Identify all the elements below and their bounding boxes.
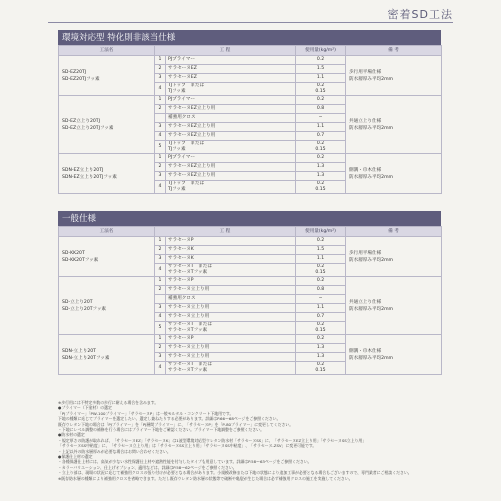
page-title: 密着SD工法 [387, 8, 453, 21]
step-material: サラセーヌP [166, 237, 296, 246]
step-number: 1 [155, 154, 166, 163]
step-number: 3 [155, 123, 166, 132]
usage-value: 0.2 [296, 277, 346, 286]
remarks: 共通立上り仕様 防水層厚み平均2mm [346, 277, 442, 335]
product-name: SD-立上り20T SD-立上り20Tフッ素 [59, 277, 155, 335]
step-number: 2 [155, 105, 166, 114]
product-name: SD-EZ立上り20TJ SD-EZ立上り20TJフッ素 [59, 96, 155, 154]
step-material: 補強用クロス [166, 295, 296, 304]
step-material: サラセーヌ立上り用 [166, 353, 296, 362]
table-row [59, 277, 442, 286]
step-number: 2 [155, 344, 166, 353]
table-header-row [59, 227, 442, 237]
spec-table-general [58, 226, 442, 375]
remarks: 共通立上り仕様 防水層厚み平均2mm [346, 96, 442, 154]
col-process: 工 程 [155, 227, 296, 237]
section-band-eco: 環境対応型 特化則非該当仕様 [58, 30, 441, 45]
note-line: ・下地にレベル調整の補修を行う場合にはプライマー下地をご確認ください。プライマー下地調整をご参照ください。 [58, 427, 264, 433]
step-material: サラセーヌK [166, 246, 296, 255]
title-rule [48, 22, 453, 23]
usage-value: 1.5 [296, 65, 346, 74]
col-usage: 使用量(kg/m²) [296, 227, 346, 237]
usage-value: 0.2 [296, 56, 346, 65]
usage-value: 0.2 [296, 96, 346, 105]
usage-value: 0.7 [296, 313, 346, 322]
step-number: 4 [155, 362, 166, 375]
usage-value: 1.1 [296, 304, 346, 313]
usage-value: 1.3 [296, 172, 346, 181]
step-number: 4 [155, 181, 166, 194]
note-line: ・上記以外の防水層厚みが必要な場合はお問い合わせください。 [58, 448, 171, 454]
step-number: 4 [155, 264, 166, 277]
step-number: 3 [155, 353, 166, 362]
usage-value: 1.1 [296, 123, 346, 132]
usage-value: 1.3 [296, 163, 346, 172]
product-name: SDN-立上り20T SDN-立上り20Tフッ素 [59, 335, 155, 375]
note-line: ・規定厚さの防護が取れれば、「サラセーヌEZ」「サラセーヌK」は1液型環境対応型ウレタン防水材「サラセーヌSS」に、「サラセーヌEZ立上り用」「サラセーヌSS立上り用」 [58, 437, 367, 443]
step-number: 1 [155, 96, 166, 105]
step-number: 3 [155, 255, 166, 264]
step-material: サラセーヌEZ [166, 74, 296, 83]
usage-value: 0.2 0.15 [296, 362, 346, 375]
note-line: ※既存防水層の種類により補強用クロスを省略できます。ただし既存ウレタン防水層の状態等で破断や亀裂が生じた場合は必ず補強用クロスの施工を実施してください。 [58, 475, 353, 481]
note-line: ※歩行用には不特定多数の歩行に耐える場合を含みます。 [58, 400, 159, 405]
step-number: 4 [155, 132, 166, 141]
usage-value: 1.1 [296, 255, 346, 264]
step-material: TJトップ または TJフッ素 [166, 181, 296, 194]
product-name: SD-KK20T SD-KK20Tフッ素 [59, 237, 155, 277]
col-remarks: 備 考 [346, 227, 442, 237]
col-product: 工法名 [59, 46, 155, 56]
usage-value: 0.2 0.15 [296, 181, 346, 194]
note-line: ●防水材の選定 [58, 432, 85, 438]
section-band-general: 一般仕様 [58, 211, 441, 226]
step-material: TJトップ または TJフッ素 [166, 83, 296, 96]
spec-table-eco [58, 45, 442, 194]
step-number: 1 [155, 335, 166, 344]
step-material: TJトップ または TJフッ素 [166, 141, 296, 154]
note-line: ●保護仕上材の選定 [58, 454, 93, 460]
step-material: サラセーヌP [166, 335, 296, 344]
step-material: サラセーヌK [166, 255, 296, 264]
note-line: ●プライマー（下塗材）の選定 [58, 405, 112, 411]
table-row [59, 154, 442, 163]
note-line: 下地の種類に応じてプライマーを選定したい、選定し兼ねたりする必要があります。詳細はP.66〜68ページをご参照ください。 [58, 416, 281, 422]
col-product: 工法名 [59, 227, 155, 237]
step-number: 1 [155, 277, 166, 286]
note-line: 「サラセーヌSS中粘度」に、「サラセーヌ立上り用」は「サラセーヌSS立上り用」「サラセーヌSS中粘度」、「サラセーヌ-ZSV」に変更可能です。 [58, 443, 317, 449]
usage-value: − [296, 114, 346, 123]
step-material: サラセーヌEZ立上り用 [166, 123, 296, 132]
note-line: 「PJプライマー」「PW-100プライマー」「サラセーヌP」は一般モルタル・コンクリート下地用です。 [58, 410, 234, 416]
usage-value: 0.2 0.15 [296, 141, 346, 154]
usage-value: 0.8 [296, 105, 346, 114]
remarks: 歩行用平場仕様 防水層厚み平均2mm [346, 237, 442, 277]
product-name: SDN-EZ立上り20TJ SDN-EZ立上り20TJフッ素 [59, 154, 155, 194]
step-number: 2 [155, 286, 166, 295]
usage-value: 1.3 [296, 353, 346, 362]
step-material: PJプライマー [166, 56, 296, 65]
remarks: 歩行用平場仕様 防水層厚み平均2mm [346, 56, 442, 96]
step-material: サラセーヌEZ立上り用 [166, 132, 296, 141]
step-material: サラセーヌ立上り用 [166, 304, 296, 313]
step-number: 3 [155, 74, 166, 83]
usage-value: 0.2 0.15 [296, 83, 346, 96]
step-number: 2 [155, 246, 166, 255]
step-number: 1 [155, 237, 166, 246]
step-number: 1 [155, 56, 166, 65]
step-material: サラセーヌ立上り用 [166, 344, 296, 353]
step-material: サラセーヌP [166, 277, 296, 286]
usage-value: 0.2 0.15 [296, 264, 346, 277]
table-row [59, 56, 442, 65]
usage-value: 0.2 0.15 [296, 322, 346, 335]
col-remarks: 備 考 [346, 46, 442, 56]
step-material: サラセーヌT または サラセーヌTフッ素 [166, 322, 296, 335]
usage-value: 1.1 [296, 74, 346, 83]
table-row [59, 96, 442, 105]
step-number [155, 114, 166, 123]
usage-value: 1.5 [296, 246, 346, 255]
remarks: 側溝・巾木仕様 防水層厚み平均2mm [346, 154, 442, 194]
step-material: PJプライマー [166, 96, 296, 105]
step-number: 2 [155, 163, 166, 172]
note-line: 既存ウレタン下地の場合は「PJプライマー」を「PJ層間プライマー」に、「サラセーヌP」を「P-80プライマー」に変更してください。 [58, 421, 294, 427]
step-material: サラセーヌT または サラセーヌTフッ素 [166, 264, 296, 277]
step-number: 4 [155, 83, 166, 96]
step-material: サラセーヌEZ立上り用 [166, 172, 296, 181]
usage-value: 0.2 [296, 335, 346, 344]
step-number [155, 295, 166, 304]
step-material: サラセーヌEZ [166, 65, 296, 74]
step-material: サラセーヌEZ立上り用 [166, 163, 296, 172]
col-process: 工 程 [155, 46, 296, 56]
col-usage: 使用量(kg/m²) [296, 46, 346, 56]
product-name: SD-EZ20TJ SD-EZ20TJフッ素 [59, 56, 155, 96]
step-number: 5 [155, 322, 166, 335]
step-number: 2 [155, 65, 166, 74]
footnotes [58, 400, 441, 481]
usage-value: 0.7 [296, 132, 346, 141]
note-line: ・カラーバリエーション、仕上げオプション、適用などは、詳細はP.58〜62ページをご参照ください。 [58, 464, 237, 470]
step-material: サラセーヌ立上り用 [166, 286, 296, 295]
table-row [59, 335, 442, 344]
usage-value: 0.2 [296, 237, 346, 246]
note-line: ・立上り部は、現場の状況に応じて補強用クロスの張り付けが必要となる場合があります。小規模改修または下地の状態により追加工事が必要となる場合もございますので、専門業者にご相談ください。 [58, 470, 412, 476]
step-number: 3 [155, 172, 166, 181]
usage-value: − [296, 295, 346, 304]
step-material: サラセーヌ立上り用 [166, 313, 296, 322]
table-row [59, 237, 442, 246]
remarks: 側溝・巾木仕様 防水層厚み平均2mm [346, 335, 442, 375]
step-number: 4 [155, 313, 166, 322]
step-material: 補強用クロス [166, 114, 296, 123]
step-number: 3 [155, 304, 166, 313]
step-material: サラセーヌEZ立上り用 [166, 105, 296, 114]
usage-value: 0.8 [296, 286, 346, 295]
usage-value: 0.2 [296, 154, 346, 163]
step-material: PJプライマー [166, 154, 296, 163]
usage-value: 1.3 [296, 344, 346, 353]
note-line: ・各種保護仕上材には、高気が少ない水性保護仕上材や遮熱性能を付与したタイプも用意しています。詳細はP.58〜63ページをご参照ください。 [58, 459, 312, 465]
table-header-row [59, 46, 442, 56]
step-material: サラセーヌT または サラセーヌTフッ素 [166, 362, 296, 375]
step-number: 5 [155, 141, 166, 154]
